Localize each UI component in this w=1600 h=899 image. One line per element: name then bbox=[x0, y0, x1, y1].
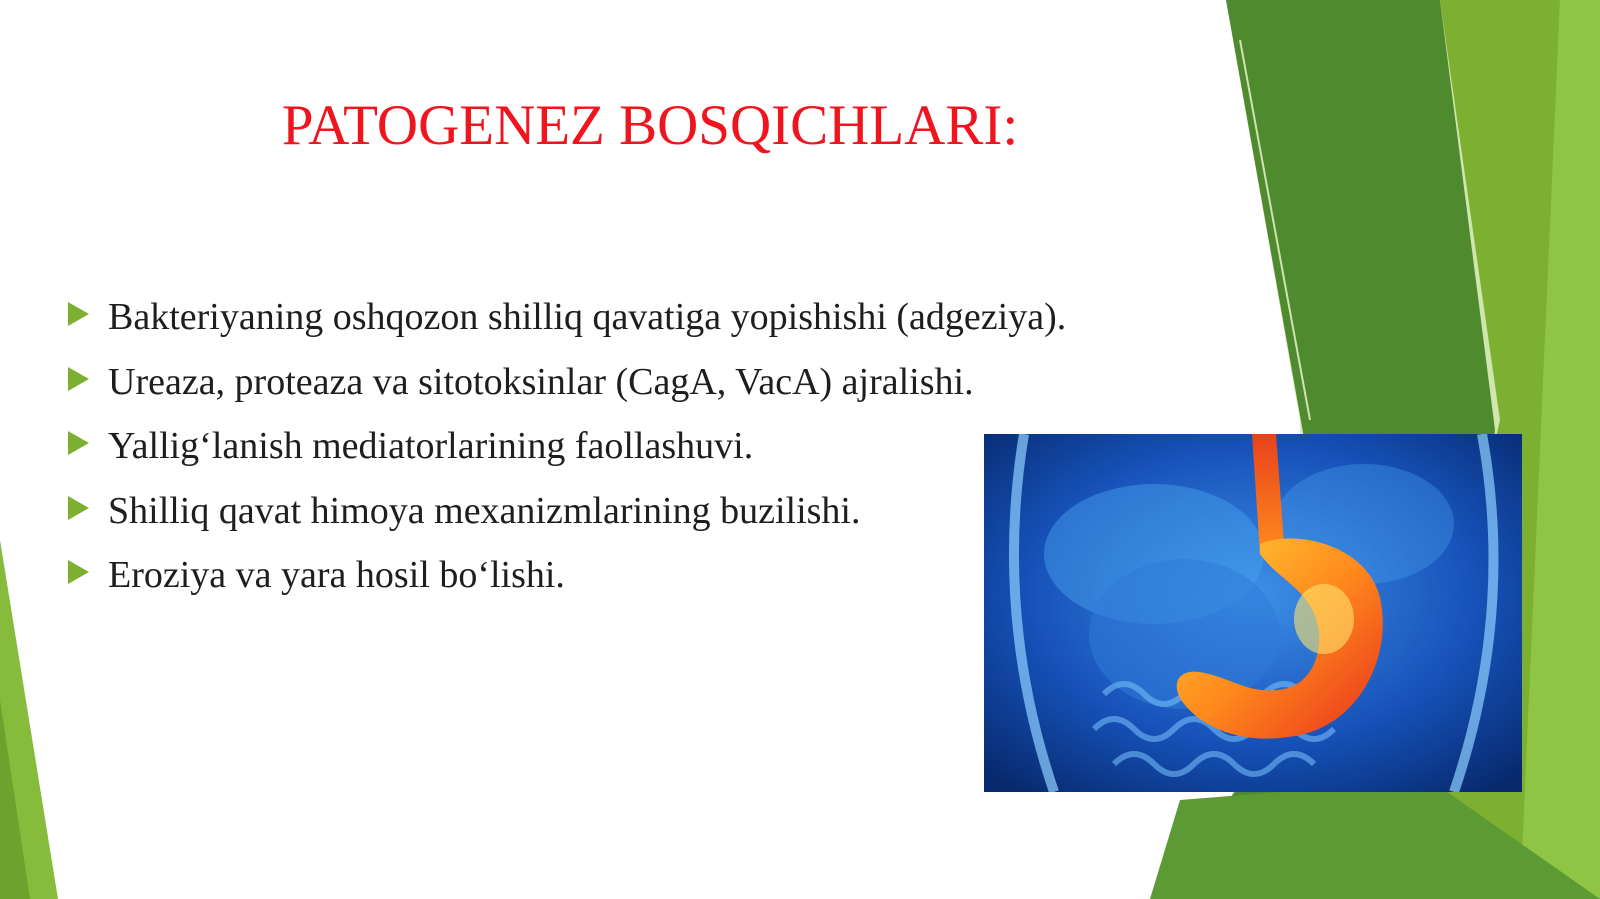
bullet-text: Ureaza, proteaza va sitotoksinlar (CagA, VacA) ajralishi. bbox=[108, 360, 974, 403]
green-triangle-icon bbox=[68, 496, 89, 520]
stomach-illustration-icon bbox=[984, 434, 1522, 792]
list-item bbox=[64, 355, 1066, 420]
bullet-text: Shilliq qavat himoya mexanizmlarining buzilishi. bbox=[108, 489, 861, 532]
list-item bbox=[64, 419, 1066, 484]
bullet-text: Eroziya va yara hosil bo‘lishi. bbox=[108, 554, 565, 596]
list-item bbox=[64, 290, 1066, 355]
green-triangle-icon bbox=[68, 560, 89, 584]
bullet-list bbox=[64, 290, 1066, 613]
list-item bbox=[64, 548, 1066, 613]
green-triangle-icon bbox=[68, 367, 89, 391]
green-triangle-icon bbox=[68, 431, 89, 455]
bullet-text: Bakteriyaning oshqozon shilliq qavatiga yopishishi (adgeziya). bbox=[108, 296, 1067, 338]
slide-title: PATOGENEZ BOSQICHLARI: bbox=[281, 94, 1019, 157]
bullet-text: Yallig‘lanish mediatorlarining faollashuvi. bbox=[108, 425, 754, 467]
green-triangle-icon bbox=[68, 302, 89, 326]
stomach-anatomy-image bbox=[984, 434, 1522, 792]
list-item bbox=[64, 484, 1066, 549]
